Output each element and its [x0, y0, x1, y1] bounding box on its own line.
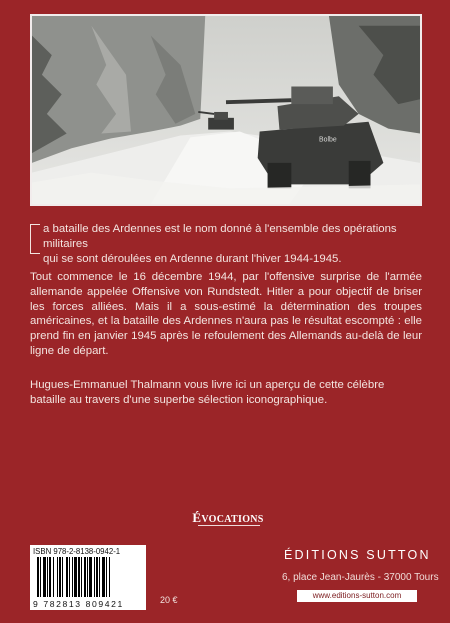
paragraph-3: Hugues-Emmanuel Thalmann vous livre ici un aperçu de cette célèbre bataille au travers d'une superbe sélection iconographique.: [30, 379, 385, 406]
evocations-logo-initial: É: [192, 510, 202, 525]
cover-photo-snowy-tanks: [30, 14, 422, 206]
publisher-website: www.editions-sutton.com: [297, 590, 417, 602]
barcode-number: 9 782813 809421: [33, 599, 124, 609]
publisher-name: ÉDITIONS SUTTON: [284, 548, 431, 562]
evocations-logo: [188, 510, 268, 526]
evocations-logo-rest: VOCATIONS: [201, 514, 264, 525]
intro-line-2: qui se sont déroulées en Ardenne durant l'hiver 1944-1945.: [43, 252, 342, 265]
barcode-bars: [33, 557, 143, 597]
barcode-box: [30, 545, 146, 610]
publisher-address: 6, place Jean-Jaurès - 37000 Tours: [282, 572, 439, 583]
paragraph-2: Tout commence le 16 décembre 1944, par l'offensive surprise de l'armée allemande appelée Offensive von Rundstedt. Hitler a pour objectif de briser les forces alliées. Mais il a sous-estimé la détermination des troupes américaines, et la bataille des Ardennes n'aura pas le résultat escompté : elle prend fin en janvier 1945 après le refoulement des Allemands au-delà de leur ligne de départ.: [30, 271, 422, 357]
isbn-text: ISBN 978-2-8138-0942-1: [33, 547, 121, 556]
price: 20 €: [160, 595, 178, 605]
intro-line-1: a bataille des Ardennes est le nom donné à l'ensemble des opérations militaires: [43, 223, 397, 250]
intro-paragraph: [30, 222, 422, 266]
evocations-underline: [198, 525, 260, 526]
tank-road-illustration: [32, 16, 420, 204]
dropcap-bracket: [30, 224, 40, 254]
tank-marking: Bolbe: [319, 136, 337, 144]
